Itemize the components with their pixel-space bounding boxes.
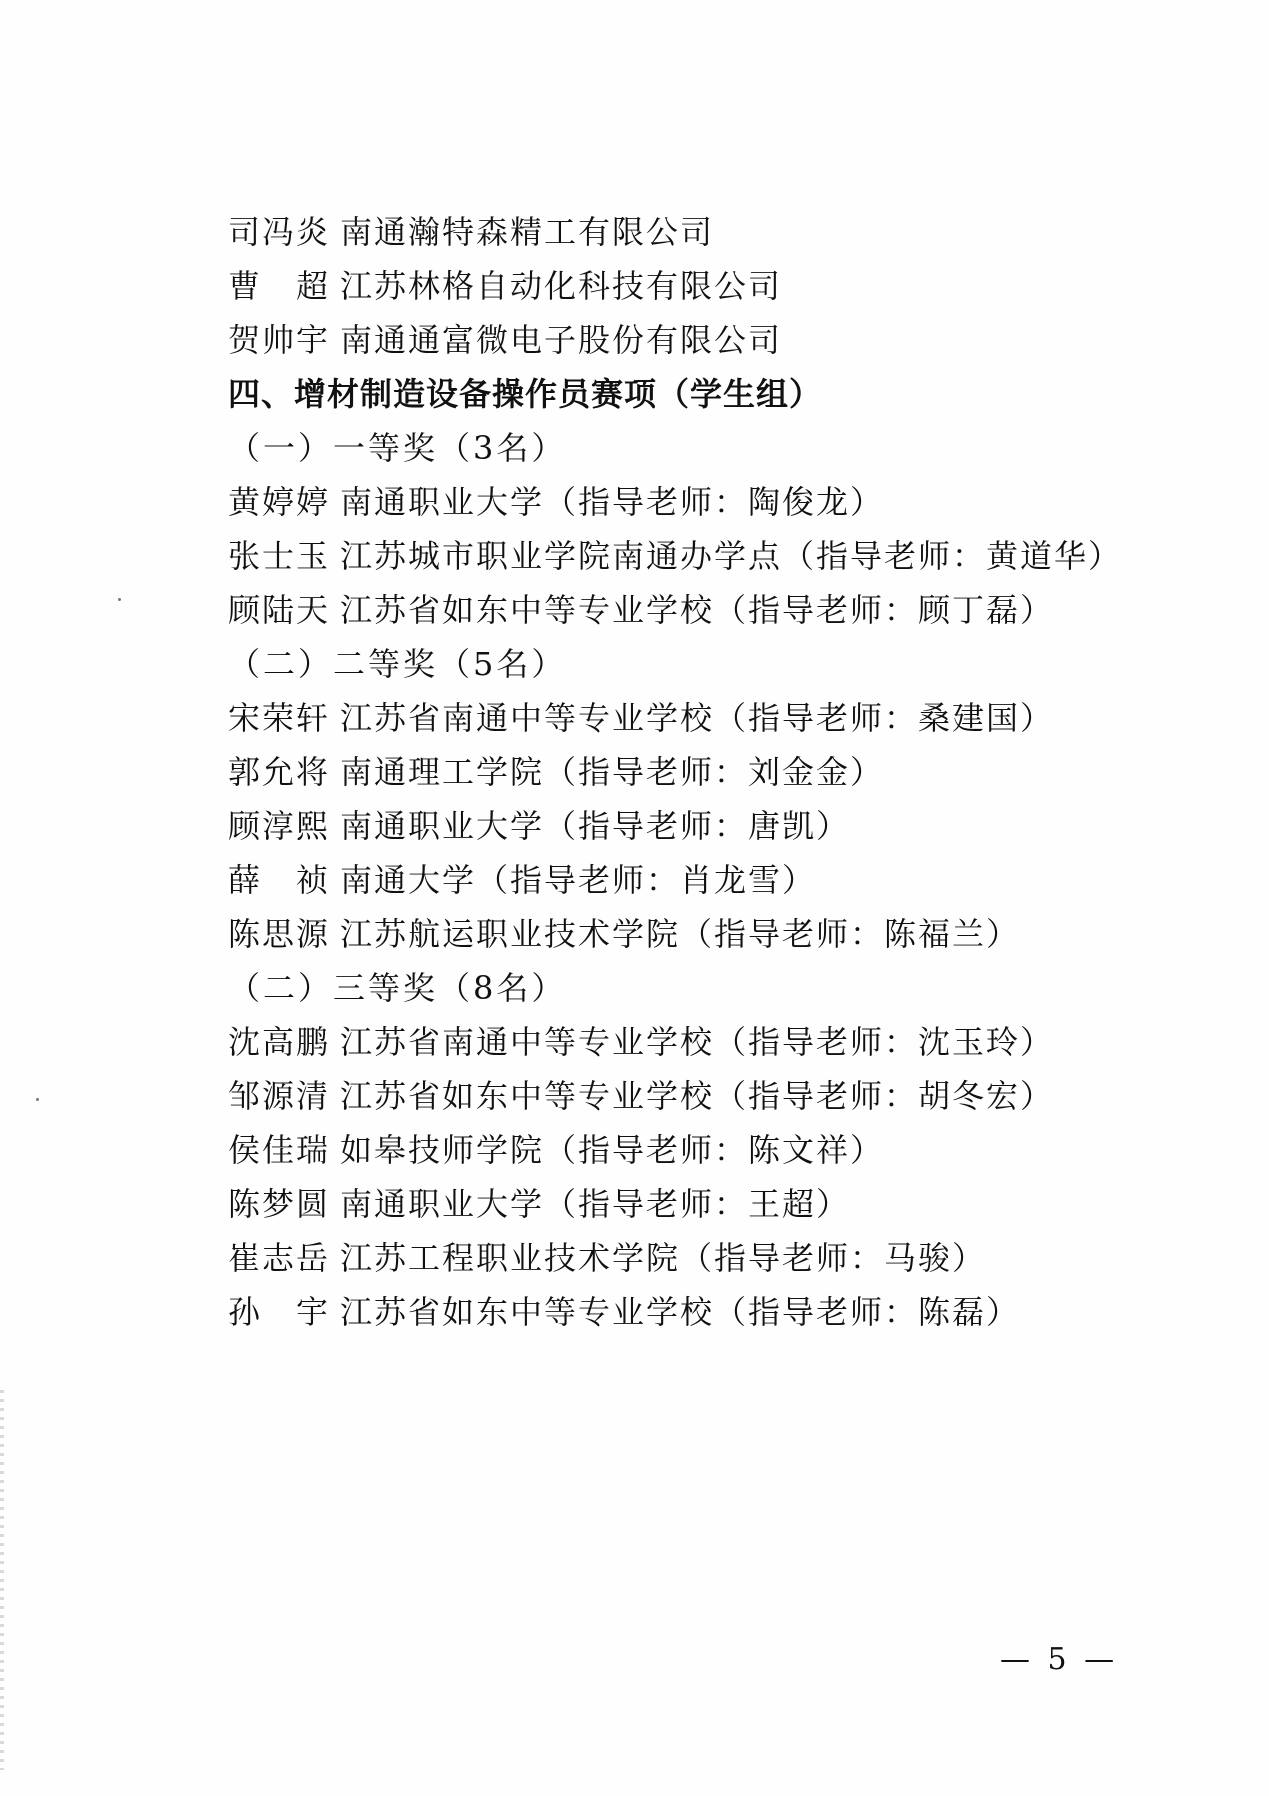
scan-edge-marks <box>0 1390 4 1770</box>
winner-name: 陈思源 <box>228 915 331 953</box>
first-prize-heading: （一）一等奖（3名） <box>228 429 567 467</box>
winner-name: 黄婷婷 <box>228 483 331 521</box>
second-prize-heading: （二）二等奖（5名） <box>228 645 567 683</box>
list-item <box>228 1238 986 1278</box>
list-item <box>228 266 782 306</box>
winner-organization: 江苏省南通中等专业学校（指导老师：桑建国） <box>340 699 1055 737</box>
list-item <box>228 320 782 360</box>
winner-name: 侯佳瑞 <box>228 1131 331 1169</box>
list-item <box>228 698 1054 738</box>
list-item <box>228 860 816 900</box>
winner-organization: 江苏省南通中等专业学校（指导老师：沈玉玲） <box>340 1023 1055 1061</box>
winner-name: 宋荣轩 <box>228 699 331 737</box>
winner-organization: 江苏省如东中等专业学校（指导老师：胡冬宏） <box>340 1077 1055 1115</box>
winner-name: 曹 超 <box>228 267 331 305</box>
scan-speck <box>118 598 121 601</box>
section-heading: 四、增材制造设备操作员赛项（学生组） <box>228 375 823 413</box>
winner-name: 孙 宇 <box>228 1293 331 1331</box>
winner-name: 邹源清 <box>228 1077 331 1115</box>
list-item <box>228 590 1054 630</box>
list-item <box>228 1130 884 1170</box>
list-item <box>228 1184 850 1224</box>
list-item <box>228 1022 1054 1062</box>
winner-organization: 南通瀚特森精工有限公司 <box>340 213 715 251</box>
list-item <box>228 536 1122 576</box>
winner-organization: 南通职业大学（指导老师：唐凯） <box>340 807 851 845</box>
list-item <box>228 212 714 252</box>
winner-name: 贺帅宇 <box>228 321 331 359</box>
winner-name: 张士玉 <box>228 537 331 575</box>
winner-organization: 江苏航运职业技术学院（指导老师：陈福兰） <box>340 915 1021 953</box>
winner-organization: 江苏工程职业技术学院（指导老师：马骏） <box>340 1239 987 1277</box>
winner-name: 沈高鹏 <box>228 1023 331 1061</box>
winner-name: 司冯炎 <box>228 213 331 251</box>
winner-organization: 江苏林格自动化科技有限公司 <box>340 267 783 305</box>
winner-organization: 南通通富微电子股份有限公司 <box>340 321 783 359</box>
winner-organization: 江苏省如东中等专业学校（指导老师：顾丁磊） <box>340 591 1055 629</box>
winner-name: 顾淳熙 <box>228 807 331 845</box>
list-item <box>228 752 884 792</box>
winner-name: 陈梦圆 <box>228 1185 331 1223</box>
scan-speck <box>36 1098 39 1101</box>
winner-organization: 南通理工学院（指导老师：刘金金） <box>340 753 885 791</box>
page-number: — 5 — <box>1000 1642 1119 1677</box>
winner-name: 崔志岳 <box>228 1239 331 1277</box>
winner-organization: 南通职业大学（指导老师：王超） <box>340 1185 851 1223</box>
winner-organization: 南通大学（指导老师：肖龙雪） <box>340 861 817 899</box>
list-item <box>228 1292 1020 1332</box>
winner-organization: 江苏省如东中等专业学校（指导老师：陈磊） <box>340 1293 1021 1331</box>
winner-organization: 江苏城市职业学院南通办学点（指导老师：黄道华） <box>340 537 1123 575</box>
list-item <box>228 806 850 846</box>
winner-organization: 南通职业大学（指导老师：陶俊龙） <box>340 483 885 521</box>
winner-organization: 如皋技师学院（指导老师：陈文祥） <box>340 1131 885 1169</box>
winner-name: 薛 祯 <box>228 861 331 899</box>
winner-name: 郭允将 <box>228 753 331 791</box>
list-item <box>228 482 884 522</box>
third-prize-heading: （二）三等奖（8名） <box>228 969 567 1007</box>
list-item <box>228 1076 1054 1116</box>
winner-name: 顾陆天 <box>228 591 331 629</box>
list-item <box>228 914 1020 954</box>
